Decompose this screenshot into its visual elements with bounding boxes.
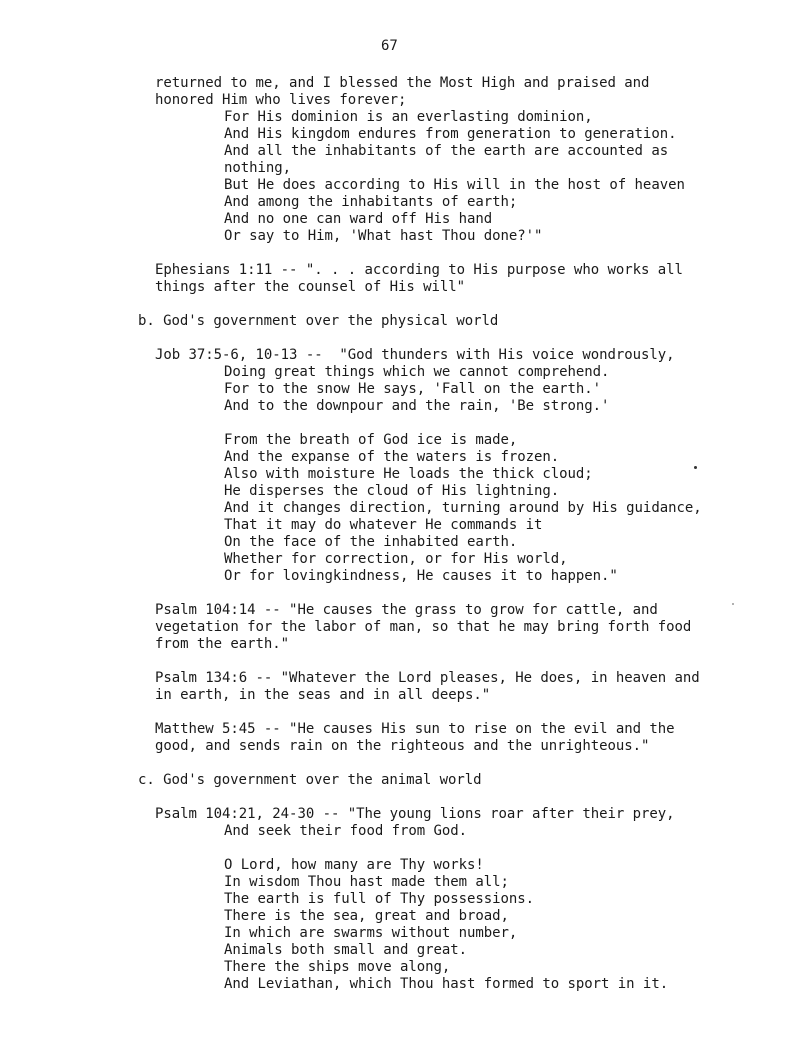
quote-line: And no one can ward off His hand	[224, 211, 493, 227]
quote-line: nothing,	[224, 160, 292, 176]
verse-citation: Psalm 134:6 -- "Whatever the Lord pleases, He does, in heaven and	[155, 670, 700, 686]
quote-line: O Lord, how many are Thy works!	[224, 857, 484, 873]
verse-citation: things after the counsel of His will"	[155, 279, 466, 295]
quote-line: And Leviathan, which Thou hast formed to sport in it.	[224, 976, 669, 992]
verse-citation: from the earth."	[155, 636, 290, 652]
stray-mark	[732, 603, 734, 605]
quote-line: That it may do whatever He commands it	[224, 517, 543, 533]
section-heading-c: c. God's government over the animal world	[138, 772, 482, 788]
quote-line: The earth is full of Thy possessions.	[224, 891, 535, 907]
quote-line: He disperses the cloud of His lightning.	[224, 483, 560, 499]
verse-citation: vegetation for the labor of man, so that he may bring forth food	[155, 619, 692, 635]
quote-line: In which are swarms without number,	[224, 925, 518, 941]
verse-citation: Matthew 5:45 -- "He causes His sun to rise on the evil and the	[155, 721, 675, 737]
quote-line: From the breath of God ice is made,	[224, 432, 518, 448]
section-heading-b: b. God's government over the physical world	[138, 313, 499, 329]
verse-citation: Psalm 104:21, 24-30 -- "The young lions roar after their prey,	[155, 806, 675, 822]
verse-citation: good, and sends rain on the righteous and the unrighteous."	[155, 738, 650, 754]
quote-line: Doing great things which we cannot comprehend.	[224, 364, 610, 380]
quote-line: Also with moisture He loads the thick cloud;	[224, 466, 593, 482]
quote-line: And to the downpour and the rain, 'Be strong.'	[224, 398, 610, 414]
quote-line: Or for lovingkindness, He causes it to happen."	[224, 568, 618, 584]
quote-line: On the face of the inhabited earth.	[224, 534, 518, 550]
quote-line: returned to me, and I blessed the Most High and praised and	[155, 75, 650, 91]
quote-line: And among the inhabitants of earth;	[224, 194, 518, 210]
quote-line: Animals both small and great.	[224, 942, 467, 958]
quote-line: Or say to Him, 'What hast Thou done?'"	[224, 228, 543, 244]
quote-line: In wisdom Thou hast made them all;	[224, 874, 509, 890]
stray-mark	[694, 466, 697, 469]
quote-line: And His kingdom endures from generation to generation.	[224, 126, 677, 142]
quote-line: And the expanse of the waters is frozen.	[224, 449, 560, 465]
quote-line: For to the snow He says, 'Fall on the earth.'	[224, 381, 602, 397]
quote-line: There is the sea, great and broad,	[224, 908, 509, 924]
verse-citation: Job 37:5-6, 10-13 -- "God thunders with His voice wondrously,	[155, 347, 675, 363]
quote-line: Whether for correction, or for His world,	[224, 551, 568, 567]
quote-line: But He does according to His will in the host of heaven	[224, 177, 685, 193]
page-number: 67	[381, 38, 398, 54]
quote-line: For His dominion is an everlasting dominion,	[224, 109, 593, 125]
quote-line: honored Him who lives forever;	[155, 92, 407, 108]
quote-line: And it changes direction, turning around by His guidance,	[224, 500, 702, 516]
quote-line: There the ships move along,	[224, 959, 451, 975]
verse-citation: Psalm 104:14 -- "He causes the grass to grow for cattle, and	[155, 602, 658, 618]
verse-citation: Ephesians 1:11 -- ". . . according to His purpose who works all	[155, 262, 683, 278]
quote-line: And seek their food from God.	[224, 823, 467, 839]
quote-line: And all the inhabitants of the earth are accounted as	[224, 143, 669, 159]
verse-citation: in earth, in the seas and in all deeps."	[155, 687, 491, 703]
